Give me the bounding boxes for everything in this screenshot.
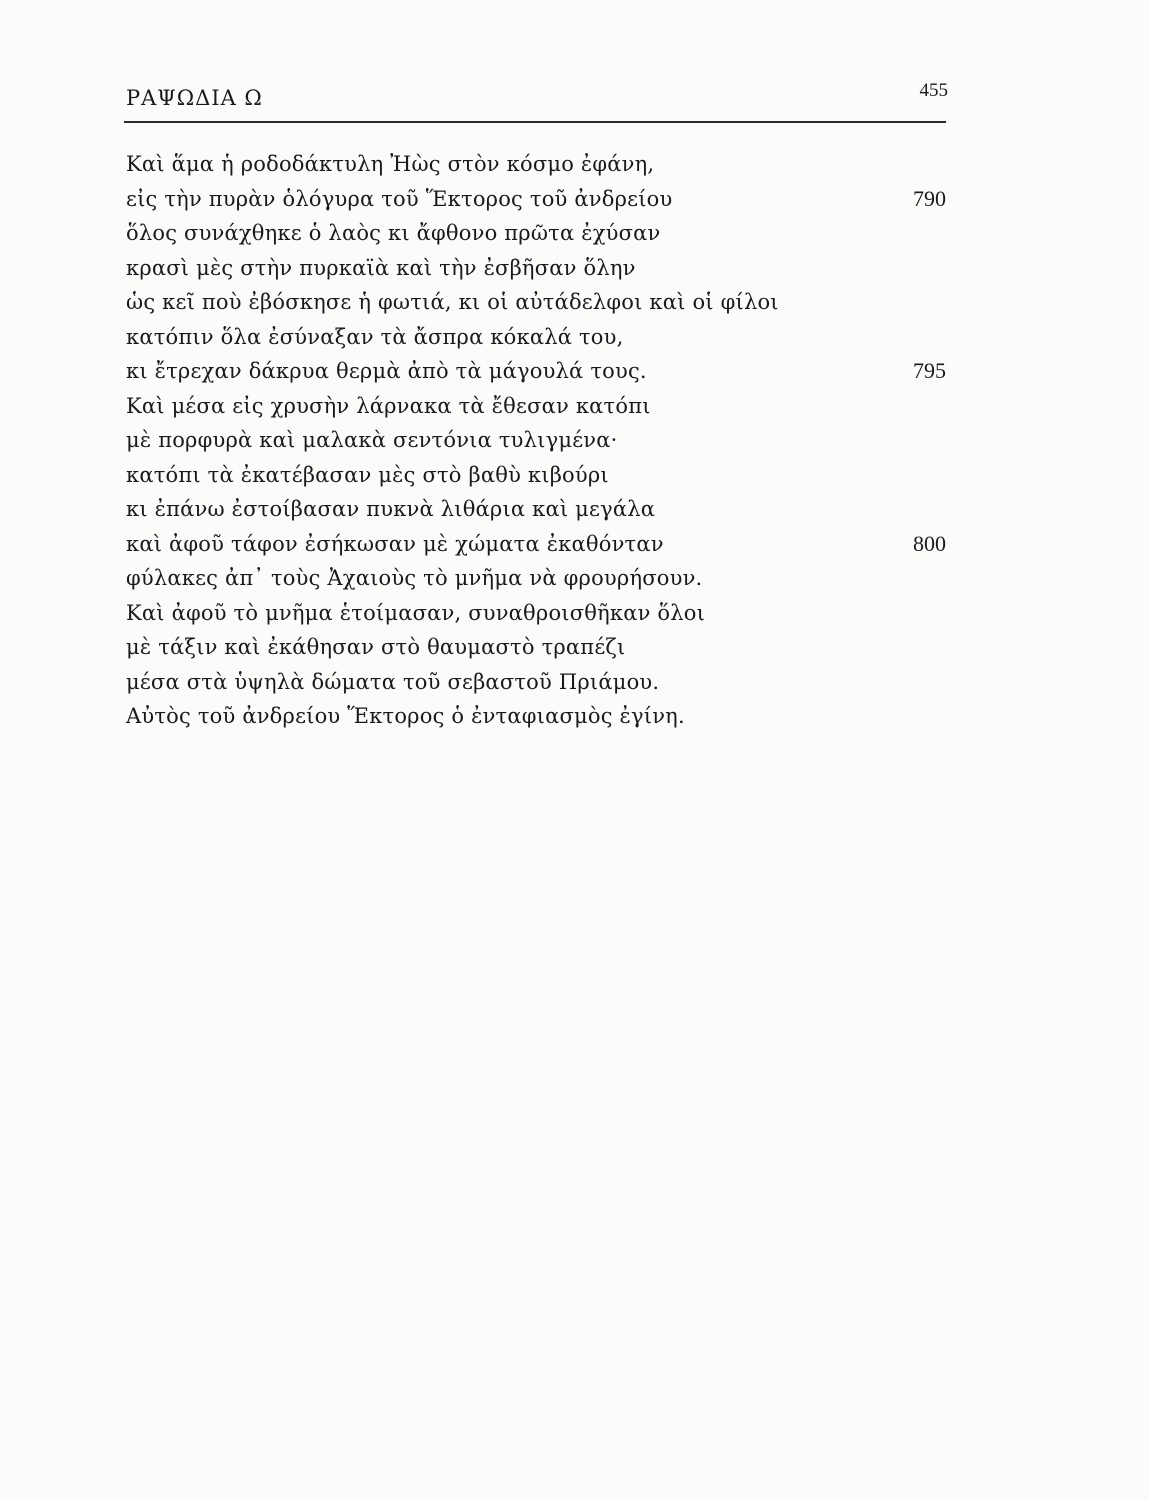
- verse-line: [126, 630, 946, 665]
- verse-line: [126, 147, 946, 182]
- header-divider: [124, 121, 946, 123]
- verse-line: [126, 665, 946, 700]
- verse-line: [126, 458, 946, 493]
- verse-text: Καὶ ἅμα ἡ ροδοδάκτυλη Ἠὼς στὸν κόσμο ἐφάνη,: [126, 152, 655, 176]
- verse-text: φύλακες ἀπ᾽ τοὺς Ἀχαιοὺς τὸ μνῆμα νὰ φρουρήσουν.: [126, 566, 703, 590]
- verse-text: μὲ πορφυρὰ καὶ μαλακὰ σεντόνια τυλιγμένα·: [126, 428, 618, 452]
- verse-text: κι ἔτρεχαν δάκρυα θερμὰ ἀπὸ τὰ μάγουλά τους.: [126, 359, 647, 383]
- verse-line: [126, 561, 946, 596]
- poem-verses: [126, 147, 946, 734]
- verse-line: [126, 423, 946, 458]
- line-number: 795: [913, 358, 946, 383]
- verse-text: κατόπι τὰ ἐκατέβασαν μὲς στὸ βαθὺ κιβούρι: [126, 462, 609, 487]
- verse-line: [126, 182, 946, 217]
- verse-line: [126, 492, 946, 527]
- verse-text: Καὶ μέσα εἰς χρυσὴν λάρνακα τὰ ἔθεσαν κατόπι: [126, 393, 651, 418]
- verse-text: μέσα στὰ ὑψηλὰ δώματα τοῦ σεβαστοῦ Πριάμου.: [126, 669, 660, 694]
- verse-text: ὅλος συνάχθηκε ὁ λαὸς κι ἄφθονο πρῶτα ἐχύσαν: [126, 221, 661, 245]
- line-number: 800: [913, 530, 946, 556]
- verse-text: κατόπιν ὅλα ἐσύναξαν τὰ ἄσπρα κόκαλά του,: [126, 324, 624, 349]
- verse-line: [126, 699, 946, 734]
- verse-line: [126, 251, 946, 286]
- verse-text: Καὶ ἀφοῦ τὸ μνῆμα ἑτοίμασαν, συναθροισθῆκαν ὅλοι: [126, 600, 706, 625]
- verse-text: μὲ τάξιν καὶ ἐκάθησαν στὸ θαυμαστὸ τραπέζι: [126, 635, 626, 659]
- verse-text: κι ἐπάνω ἐστοίβασαν πυκνὰ λιθάρια καὶ μεγάλα: [126, 497, 656, 521]
- verse-line: [126, 285, 946, 320]
- page-number: 455: [919, 80, 948, 101]
- verse-line: [126, 320, 946, 355]
- running-title: ΡΑΨΩΔΙΑ Ω: [126, 86, 263, 110]
- verse-line: [126, 527, 946, 562]
- verse-text: κρασὶ μὲς στὴν πυρκαϊὰ καὶ τὴν ἐσβῆσαν ὅλην: [126, 255, 636, 280]
- line-number: 790: [913, 185, 946, 211]
- verse-line: [126, 389, 946, 424]
- verse-text: ὡς κεῖ ποὺ ἐβόσκησε ἡ φωτιά, κι οἱ αὐτάδελφοι καὶ οἱ φίλοι: [126, 290, 779, 314]
- verse-text: Αὐτὸς τοῦ ἀνδρείου Ἕκτορος ὁ ἐνταφιασμὸς ἐγίνη.: [126, 704, 685, 728]
- verse-line: [126, 596, 946, 631]
- verse-text: εἰς τὴν πυρὰν ὁλόγυρα τοῦ Ἕκτορος τοῦ ἀνδρείου: [126, 186, 673, 211]
- verse-text: καὶ ἀφοῦ τάφον ἐσήκωσαν μὲ χώματα ἐκαθόνταν: [126, 531, 664, 556]
- verse-line: [126, 216, 946, 251]
- verse-line: [126, 354, 946, 389]
